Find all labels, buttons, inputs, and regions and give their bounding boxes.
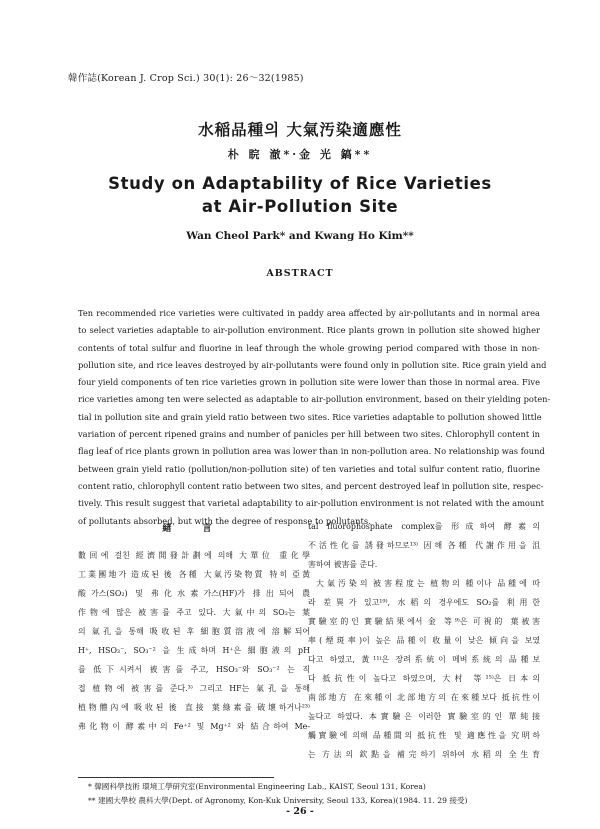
english-title-line-1: Study on Adaptability of Rice Varieties (108, 174, 492, 193)
body-line: 大氣汚染의 被害程度는 植物의 種이나 品種에 따 (316, 579, 540, 588)
abstract-line: pollution site, and rice leaves destroyed by air-pollutants were found only in pollution site. Rice grain yield and (78, 359, 547, 370)
english-title (0, 172, 600, 218)
abstract-line: flag leaf of rice plants grown in pollution area was lower than in non-pollution area. No relationship was found (78, 446, 545, 457)
abstract-line: rice varieties among ten were selected as adaptable to air-pollution environment, based on their yielding poten- (78, 394, 551, 405)
abstract-line: variation of percent ripened grains and number of panicles per hill between two sites. Chlorophyll content in (78, 429, 540, 440)
body-line: 의 氣孔을 통해 吸收된 후 細胞質溶液에 溶解되어 (78, 627, 310, 636)
body-line: 作物에 많은 被害를 주고 있다. 大氣中의 SO₂는 葉 (78, 608, 310, 617)
body-line: 不活性化를 誘發하므로¹³⁾ 因해 各種 代謝作用을 沮 (308, 541, 540, 550)
korean-authors: 朴 睆 澈*·金 光 鎬** (227, 148, 373, 161)
abstract-line: Ten recommended rice varieties were cultivated in paddy area affected by air-pollutants and in normal area (78, 308, 540, 318)
body-line: 弗化物이 酵素中의 Fe⁺² 및 Mg⁺² 와 結合하여 Me- (78, 722, 310, 731)
body-line: 酸가스(SO₂) 및 弗化水素가스(HF)가 排出되어 農 (78, 589, 310, 598)
body-line: 다고 하였고, 黃¹¹⁾은 장려系統이 메벼系統의 品種보 (308, 655, 540, 664)
page-number: - 26 - (286, 806, 314, 817)
body-line: 率(煙斑率)이 높은 品種이 收量이 낮은 傾向을 보였 (308, 636, 540, 645)
body-line: 라 差異가 있고¹⁹⁾, 水稻의 경우에도 SO₂를 利用한 (308, 598, 540, 607)
english-title-line-2: at Air-Pollution Site (201, 197, 399, 216)
right-column (308, 517, 540, 764)
abstract-line: four yield components of ten rice varieties grown in pollution site were lower than those in normal area. Five (78, 377, 540, 388)
body-line: 南部地方 在來種이 北部地方의 在來種보다 抵抗性이 (308, 693, 540, 702)
body-line: 는 方法의 欽點을 補完하기 위하여 水稻의 全生育 (308, 750, 540, 759)
body-line: 工業團地가 造成된 後 各種 大氣汚染物質 特히 亞黃 (78, 570, 310, 579)
body-line: 數回에 걸친 經濟開發計劃에 의해 大單位 重化學 (78, 551, 310, 560)
body-line: 植物體內에 吸收된 後 直接 葉綠素를 破壞하거나²³⁾ (78, 703, 310, 712)
body-line: 害하여 被害를 준다. (308, 560, 378, 569)
footnote-affiliation-1: * 韓國科學技術 環境工學研究室(Environmental Engineering Lab., KAIST, Seoul 131, Korea) (88, 782, 426, 791)
left-column (78, 517, 310, 736)
footnote-affiliation-2: ** 建國大學校 農科大學(Dept. of Agronomy, Kon-Kuk University, Seoul 133, Korea)(1984. 11. 29 接受) (88, 796, 468, 805)
body-line: 觸實驗에 의해 品種間의 抵抗性 및 適應性을 究明하 (308, 731, 540, 740)
introduction-heading: 緖 言 (162, 524, 226, 534)
body-line: tal fluorophosphate complex를 形成하여 酵素의 (308, 522, 540, 531)
abstract-body (78, 305, 551, 530)
abstract-line: between grain yield ratio (pollution/non-pollution site) of ten varieties and total sulfur content ratio, fluorine (78, 463, 540, 474)
abstract-line: contents of total sulfur and fluorine in leaf through the whole growing period compared with those in non- (78, 342, 540, 353)
abstract-line: to select varieties adaptable to air-pollution environment. Rice plants grown in pollution site showed higher (78, 325, 540, 336)
abstract-line: content ratio, chlorophyll content ratio between two sites, and percent destroyed leaf in pollution site, respec- (78, 480, 544, 491)
body-line: 접 植物에 被害를 준다.³⁾ 그리고 HF는 氣孔을 통해 (78, 684, 310, 693)
journal-citation: 韓作誌(Korean J. Crop Sci.) 30(1): 26～32(1985) (68, 73, 304, 84)
abstract-line: tial in pollution site and grain yield ratio between two sites. Rice varieties adaptable to pollution showed little (78, 411, 542, 422)
body-line: 다 抵抗性이 높다고 하였으며, 大村 等¹⁵⁾은 日本의 (308, 674, 540, 683)
english-authors: Wan Cheol Park* and Kwang Ho Kim** (186, 230, 414, 242)
korean-title: 水稲品種의 大氣汚染適應性 (198, 120, 402, 139)
body-line: 높다고 하였다. 本實驗은 이러한 實驗室的인 單純接 (308, 712, 540, 721)
body-line: 를 低下시켜서 被害를 주고, HSO₃⁻와 SO₃⁻² 는 직 (78, 665, 310, 674)
abstract-line: of pollutants absorbed, but with the degree of response to pollutants. (78, 515, 371, 526)
abstract-heading: ABSTRACT (266, 268, 334, 279)
body-line: H⁺, HSO₃⁻, SO₃⁻² 을 生成하며 H⁺은 細胞液의 pH (78, 646, 310, 655)
body-line: 實驗室的인 實驗結果에서 金 等⁹⁾은 可視的 葉被害 (308, 617, 540, 626)
abstract-line: tively. This result suggest that varietal adaptability to air-pollution environment is not related with the amount (78, 498, 544, 509)
footnote-divider (78, 777, 274, 778)
